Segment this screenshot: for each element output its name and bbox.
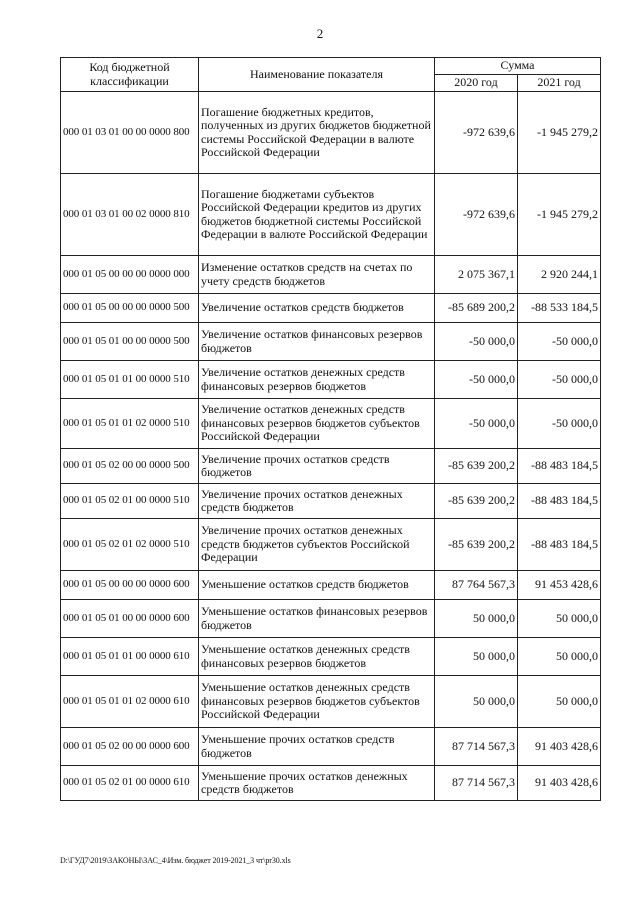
row-amount-2020: -85 639 200,2: [435, 519, 518, 571]
table-row: [61, 323, 601, 361]
row-code: 000 01 05 01 00 00 0000 500: [61, 323, 199, 361]
row-amount-2021: 2 920 244,1: [518, 256, 601, 294]
row-amount-2020: 2 075 367,1: [435, 256, 518, 294]
row-amount-2021: 91 403 428,6: [518, 728, 601, 766]
row-amount-2021: 91 403 428,6: [518, 766, 601, 801]
table-row: [61, 449, 601, 484]
table-header: [61, 58, 601, 92]
row-amount-2021: -88 533 184,5: [518, 294, 601, 323]
table-row: [61, 676, 601, 728]
row-name: Увеличение остатков денежных средств финансовых резервов бюджетов субъектов Российской Федерации: [199, 399, 435, 449]
row-name: Уменьшение остатков средств бюджетов: [199, 571, 435, 600]
table-row: [61, 600, 601, 638]
row-amount-2021: -1 945 279,2: [518, 92, 601, 174]
header-sum: Сумма: [435, 58, 601, 75]
table-row: [61, 361, 601, 399]
row-amount-2020: -85 689 200,2: [435, 294, 518, 323]
row-amount-2020: -972 639,6: [435, 174, 518, 256]
row-amount-2021: 50 000,0: [518, 676, 601, 728]
row-code: 000 01 05 00 00 00 0000 000: [61, 256, 199, 294]
header-year-2020: 2020 год: [435, 75, 518, 92]
row-amount-2020: 87 764 567,3: [435, 571, 518, 600]
header-code: Код бюджетной классификации: [61, 58, 199, 92]
row-code: 000 01 05 01 00 00 0000 600: [61, 600, 199, 638]
table-row: [61, 766, 601, 801]
page-number: 2: [316, 26, 324, 41]
row-amount-2021: 91 453 428,6: [518, 571, 601, 600]
row-name: Увеличение прочих остатков денежных средств бюджетов: [199, 484, 435, 519]
row-amount-2021: -88 483 184,5: [518, 484, 601, 519]
row-amount-2021: -50 000,0: [518, 361, 601, 399]
table-row: [61, 571, 601, 600]
row-amount-2020: 50 000,0: [435, 600, 518, 638]
table-row: [61, 174, 601, 256]
row-amount-2021: -88 483 184,5: [518, 449, 601, 484]
row-name: Увеличение остатков средств бюджетов: [199, 294, 435, 323]
row-amount-2020: 50 000,0: [435, 676, 518, 728]
row-name: Погашение бюджетами субъектов Российской Федерации кредитов из других бюджетов бюджетной системы Российской Федерации в валюте Российской Федерации: [199, 174, 435, 256]
table-body: [61, 92, 601, 801]
table-row: [61, 638, 601, 676]
row-name: Уменьшение прочих остатков средств бюджетов: [199, 728, 435, 766]
row-amount-2020: -972 639,6: [435, 92, 518, 174]
row-amount-2020: 87 714 567,3: [435, 728, 518, 766]
row-name: Погашение бюджетных кредитов, полученных из других бюджетов бюджетной системы Российской Федерации в валюте Российской Федерации: [199, 92, 435, 174]
table-row: [61, 728, 601, 766]
budget-sources-table: [60, 57, 601, 801]
row-amount-2020: -50 000,0: [435, 323, 518, 361]
row-code: 000 01 05 02 00 00 0000 600: [61, 728, 199, 766]
row-code: 000 01 05 02 00 00 0000 500: [61, 449, 199, 484]
row-code: 000 01 05 02 01 00 0000 510: [61, 484, 199, 519]
table-row: [61, 519, 601, 571]
row-amount-2021: -88 483 184,5: [518, 519, 601, 571]
row-name: Уменьшение остатков финансовых резервов бюджетов: [199, 600, 435, 638]
header-name: Наименование показателя: [199, 58, 435, 92]
row-name: Уменьшение остатков денежных средств финансовых резервов бюджетов субъектов Российской Федерации: [199, 676, 435, 728]
row-code: 000 01 05 01 01 00 0000 510: [61, 361, 199, 399]
row-amount-2020: -85 639 200,2: [435, 449, 518, 484]
header-year-2021: 2021 год: [518, 75, 601, 92]
row-name: Уменьшение прочих остатков денежных средств бюджетов: [199, 766, 435, 801]
row-amount-2020: -50 000,0: [435, 361, 518, 399]
row-amount-2021: -1 945 279,2: [518, 174, 601, 256]
row-name: Увеличение прочих остатков средств бюджетов: [199, 449, 435, 484]
file-path-footer: D:\ГУД7\2019\ЗАКОНЫ\ЗАС_4\Изм. бюджет 2019-2021_3 чт\pr30.xls: [60, 856, 291, 865]
table-row: [61, 294, 601, 323]
row-amount-2021: 50 000,0: [518, 638, 601, 676]
row-amount-2021: 50 000,0: [518, 600, 601, 638]
row-amount-2021: -50 000,0: [518, 399, 601, 449]
row-code: 000 01 03 01 00 00 0000 800: [61, 92, 199, 174]
row-name: Изменение остатков средств на счетах по учету средств бюджетов: [199, 256, 435, 294]
row-amount-2020: 87 714 567,3: [435, 766, 518, 801]
row-code: 000 01 03 01 00 02 0000 810: [61, 174, 199, 256]
row-code: 000 01 05 00 00 00 0000 600: [61, 571, 199, 600]
row-name: Увеличение прочих остатков денежных средств бюджетов субъектов Российской Федерации: [199, 519, 435, 571]
row-code: 000 01 05 01 01 02 0000 610: [61, 676, 199, 728]
row-code: 000 01 05 01 01 02 0000 510: [61, 399, 199, 449]
table-row: [61, 256, 601, 294]
row-code: 000 01 05 00 00 00 0000 500: [61, 294, 199, 323]
row-code: 000 01 05 02 01 02 0000 510: [61, 519, 199, 571]
row-amount-2020: 50 000,0: [435, 638, 518, 676]
row-amount-2020: -50 000,0: [435, 399, 518, 449]
table-row: [61, 399, 601, 449]
row-name: Уменьшение остатков денежных средств финансовых резервов бюджетов: [199, 638, 435, 676]
row-amount-2020: -85 639 200,2: [435, 484, 518, 519]
row-code: 000 01 05 01 01 00 0000 610: [61, 638, 199, 676]
table-row: [61, 92, 601, 174]
row-amount-2021: -50 000,0: [518, 323, 601, 361]
row-code: 000 01 05 02 01 00 0000 610: [61, 766, 199, 801]
row-name: Увеличение остатков денежных средств финансовых резервов бюджетов: [199, 361, 435, 399]
row-name: Увеличение остатков финансовых резервов бюджетов: [199, 323, 435, 361]
table-row: [61, 484, 601, 519]
